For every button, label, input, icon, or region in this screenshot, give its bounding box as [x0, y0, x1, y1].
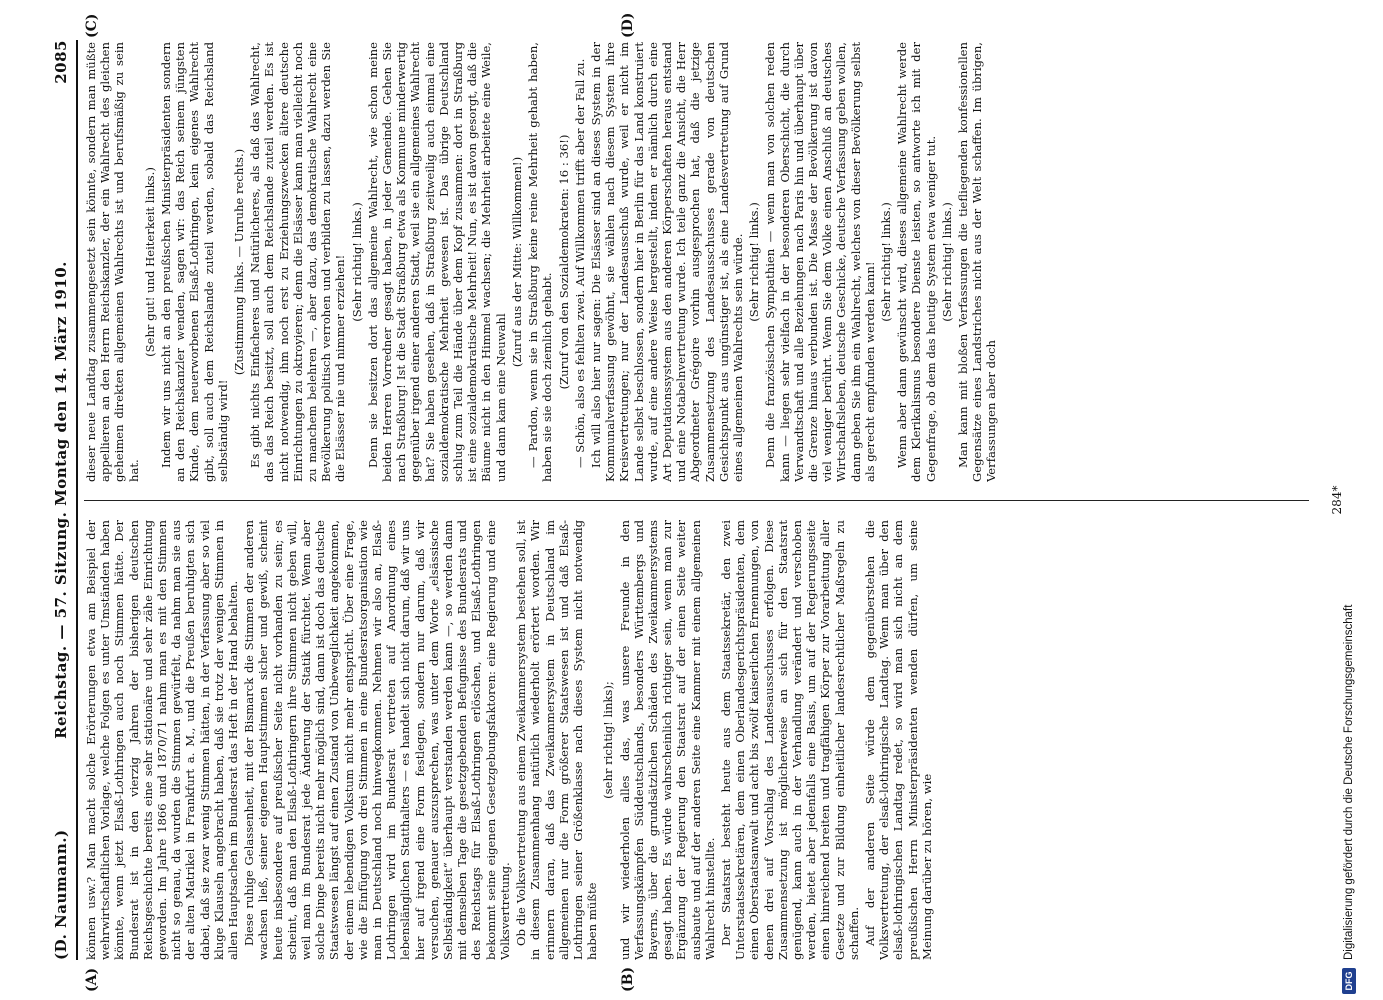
dfg-logo-icon: DFG — [1342, 968, 1356, 994]
paragraph: Diese ruhige Gelassenheit, mit der Bismarck die Stimmen der anderen wachsen ließ, seiner eigenen Hauptstimmen sicher und gewiß, scheint heute insbesondere auf preußischer Seite nicht vorhanden zu sein; es scheint, daß man den Elsaß-Lothringern ihre Stimmen nicht geben will, weil man im Bundesrat jede Änderung der Statik fürchtet. Wenn aber solche Dinge bereits nicht mehr möglich sind, dann ist doch das deutsche Staatswesen längst auf einen Zustand von Unbeweglichkeit angekommen, der einem lebendigen Volkstum nicht mehr entspricht. Über eine Frage, wie die Einfügung von drei Stimmen in eine Bundesratsorganisation wie man in Deutschland noch hinwegkommen. Nehmen wir also an, Elsaß-Lothringen wird im Bundesrat vertreten auf Anordnung eines lebenslänglichen Statthalters — es handelt sich nicht darum, daß wir uns hier auf irgend eine Form festlegen, sondern nur darum, daß wir versuchen, genauer auszusprechen, was unter dem Worte „elsässische Selbständigkeit“ überhaupt verstanden werden kann —, so werden dann mit demselben Tage die gesetzgebenden Befugnisse des Bundesrats und des Reichstags für Elsaß-Lothringen erlöschen, und Elsaß-Lothringen bekommt seine eigenen Gesetzgebungsfaktoren: eine Regierung und eine Volksvertretung. — [242, 520, 512, 960]
interjection: (Zuruf von den Sozialdemokraten: 16 : 36!) — [556, 134, 571, 390]
page-signature: 284* — [1330, 485, 1344, 515]
dfg-credit-text: Digitalisierung gefördert durch die Deutsche Forschungsgemeinschaft — [1343, 604, 1355, 960]
paragraph: dieser neue Landtag zusammengesetzt sein könnte, sondern man müßte appellieren an den Herrn Reichskanzler, der ein Wahlrecht des gleichen geheimen direkten allgemeinen Wahlrechts ist und berufsmäßig zu sein hat. — [84, 42, 141, 482]
paragraph: Ob die Volksvertretung aus einem Zweikammersystem bestehen soll, ist in diesem Zusammenhang natürlich wiederholt erörtert worden. Wir erinnern daran, daß das Zweikammersystem in Deutschland im allgemeinen nur die Form größerer Staatswesen ist und daß Elsaß-Lothringen seiner Größenklasse nach dieses System nicht notwendig haben müßte — [514, 520, 600, 960]
interjection: (sehr richtig! links); — [601, 681, 616, 799]
marker-c: (C) — [84, 13, 100, 38]
paragraph: können usw.? Man macht solche Erörterungen etwa am Beispiel der wehrwirtschaftlichen Vorlage, welche Folgen es unter Umständen haben könnte, wenn jetzt Elsaß-Lothringen auch noch Stimmen hätte. Der Bundesrat ist in den vierzig Jahren der bisherigen deutschen Reichsgeschichte bereits eine sehr stationäre und sehr zähe Einrichtung geworden. Im Jahre 1866 und 1870/71 nahm man es mit den Stimmen nicht so genau, da wurden die Stimmen gewürfelt, da nahm man sie aus der alten Matrikel in Frankfurt a. M., und die Preußen beruhigten sich dabei, daß sie zwar wenig Stimmen hätten, in der Verfassung aber so viel kluge Klauseln angebracht haben, daß sie trotz der wenigen Stimmen in allen Hauptsachen im Bundesrat das Heft in der Hand behalten. — [84, 520, 241, 960]
header-rule — [76, 40, 78, 960]
paragraph: und wir wiederholen alles das, was unsere Freunde in den Verfassungskämpfen Süddeutschlands, besonders Württembergs und Bayerns, über die grundsätzlichen Schäden des Zweikammersystems gesagt haben. Es würde wahrscheinlich richtiger sein, wenn man zur Ergänzung der Regierung den Staatsrat auf der einen Seite weiter ausbaute und auf der anderen Seite eine Kammer mit einem allgemeinen Wahlrecht hinstellte. — [617, 520, 717, 960]
interjection: (Sehr richtig! links.) — [349, 202, 364, 322]
paragraph: Der Staatsrat besteht heute aus dem Staatssekretär, den zwei Unterstaatssekretären, dem einen Oberlandesgerichtspräsidenten, dem einen Oberstaatsanwalt und acht bis zwölf kaiserlichen Ernennungen, von denen drei auf Vorschlag des Landesausschusses erfolgen. Diese Zusammensetzung ist möglicherweise an sich für den Staatsrat genügend, kann auch in der Verhandlung verändert und verschoben werden, bietet aber jedenfalls eine Basis, um auf der Regierungsseite einen hinreichend breiten und tragfähigen Körper zur Vorarbeitung aller Gesetze und zur Bildung einheitlicher landesrechtlicher Maßregeln zu schaffen. — [718, 520, 861, 960]
paragraph: — Pardon, wenn sie in Straßburg keine reine Mehrheit gehabt haben, haben sie sie doch ziemlich gehabt. — [526, 42, 555, 482]
right-column — [84, 42, 1324, 482]
paragraph: Indem wir uns nicht an den preußischen Ministerpräsidenten sondern an den Reichskanzler wenden, sagen wir: das Reich seinem jüngsten Kinde, dem neuerworbenen Elsaß-Lothringen, kein eigenes Wahlrecht gibt, soll auch dem Reichslande zuteil werden, sobald das Reichsland selbständig wird! — [159, 42, 230, 482]
paragraph: Auf der anderen Seite würde dem gegenüberstehen die Volksvertretung, der elsaß-lothringische Landtag. Wenn man über den elsaß-lothringischen Landtag redet, so wird man sich nicht an dem preußischen Herrn Ministerpräsidenten wenden dürfen, um seine Meinung darüber zu hören, wie — [862, 520, 934, 960]
left-column — [84, 520, 1324, 960]
interjection: (Zustimmung links. — Unruhe rechts.) — [232, 148, 247, 376]
marker-a: (A) — [84, 967, 100, 992]
running-title: Reichstag. — 57. Sitzung. Montag den 14. März 1910. — [52, 261, 70, 739]
interjection: (Zuruf aus der Mitte: Willkommen!) — [509, 156, 524, 368]
column-divider — [84, 500, 1309, 501]
interjection: (Sehr gut! und Heiterkeit links.) — [142, 167, 157, 357]
marker-d: (D) — [620, 12, 636, 38]
marker-b: (B) — [620, 966, 636, 992]
paragraph: Ich will also hier nur sagen: Die Elsässer sind an dieses System in der Kommunalverfassung gewöhnt, sie wählen nach diesem System ihre Kreisvertretungen; nur der Landesausschuß wurde, weil er nicht im Lande selbst beschlossen, sondern hier in Berlin für das Land konstruiert wurde, auf eine andere Weise hergestellt, indem er nämlich durch eine Art Deputationssystem aus den anderen Körperschaften heraus entstand und eine Notabelnvertretung wurde. Ich teile ganz die Ansicht, die Herr Abgeordneter Grégoire vorhin ausgesprochen hat, daß die jetzige Zusammensetzung des Landesausschusses gerade von deutschen Gesichtspunkt aus ungünstiger ist, als eine Landesvertretung auf Grund eines allgemeinen Wahlrechts sein würde. — [588, 42, 745, 482]
paragraph: Wenn aber dann gewünscht wird, dieses allgemeine Wahlrecht werde dem Klerikalismus besondere Dienste leisten, so antworte ich mit der Gegenfrage, ob dem das heutige System etwa weniger tut. — [895, 42, 938, 482]
interjection: (Sehr richtig! links.) — [878, 202, 893, 322]
paragraph: Man kann mit bloßen Verfassungen die tiefliegenden konfessionellen Gegensätze eines Landstriches nicht aus der Welt schaffen. Im übrigen, Verfassungen aber doch — [955, 42, 999, 482]
paragraph: Denn sie besitzen dort das allgemeine Wahlrecht, wie schon meine beiden Herren Vorredner gesagt haben, in jeder Gemeinde. Gehen Sie nach Straßburg! Ist die Stadt Straßburg etwa als Kommune minderwertig gegenüber irgend einer anderen Stadt, weil sie ein allgemeines Wahlrecht hat? Sie haben gesehen, daß in Straßburg zeitweilig auch einmal eine sozialdemokratische Mehrheit gewesen ist. Das übrige Deutschland schlug zum Teil die Hände über dem Kopf zusammen: dort in Straßburg ist eine sozialdemokratische Mehrheit! Nun, es ist davon gesorgt, daß die Bäume nicht in den Himmel wachsen; die Mehrheit arbeitete eine Weile, und dann kam eine Neuwahl — [365, 42, 508, 482]
interjection: (Sehr richtig! links.) — [747, 202, 762, 322]
paragraph: Es gibt nichts Einfacheres und Natürlicheres, als daß das Wahlrecht, das das Reich besitzt, soll auch dem Reichslande zuteil werden. Es ist nicht notwendig, ihm noch erst zu Erziehungszwecken ältere deutsche Einrichtungen zu oktroyieren; denn die Elsässer kann man vielleicht noch zu manchem belehren —, aber dazu, das demokratische Wahlrecht eine Bevölkerung politisch verrohen und verbilden zu lassen, dazu werden Sie die Elsässer nie und nimmer erziehen! — [248, 42, 348, 482]
dfg-credit-strip — [1340, 0, 1362, 1000]
page-header — [52, 40, 74, 960]
page-number: 2085 — [52, 40, 70, 84]
interjection: (Sehr richtig! links.) — [939, 202, 954, 322]
paragraph: — Schön, also es fehlten zwei. Auf Willkommen trifft aber der Fall zu. — [572, 58, 587, 468]
paragraph: Denn die französischen Sympathien — wenn man von solchen reden kann — liegen sehr vielfach in der besonderen Oberschicht, die durch Verwandtschaft und alle Beziehungen nach Paris hin und überhaupt über die Grenze hinaus verbunden ist. Die Masse der Bevölkerung ist davon viel weniger berührt. Wenn Sie dem Volke einen Anschluß an deutsches Wirtschaftsleben, deutsche Geschicke, deutsche Verfassung geben wollen, dann geben Sie ihm ein Wahlrecht, welches von dieser Bevölkerung selbst als gerecht empfunden werden kann! — [763, 42, 877, 482]
speaker-label: (D. Naumann.) — [52, 829, 70, 960]
